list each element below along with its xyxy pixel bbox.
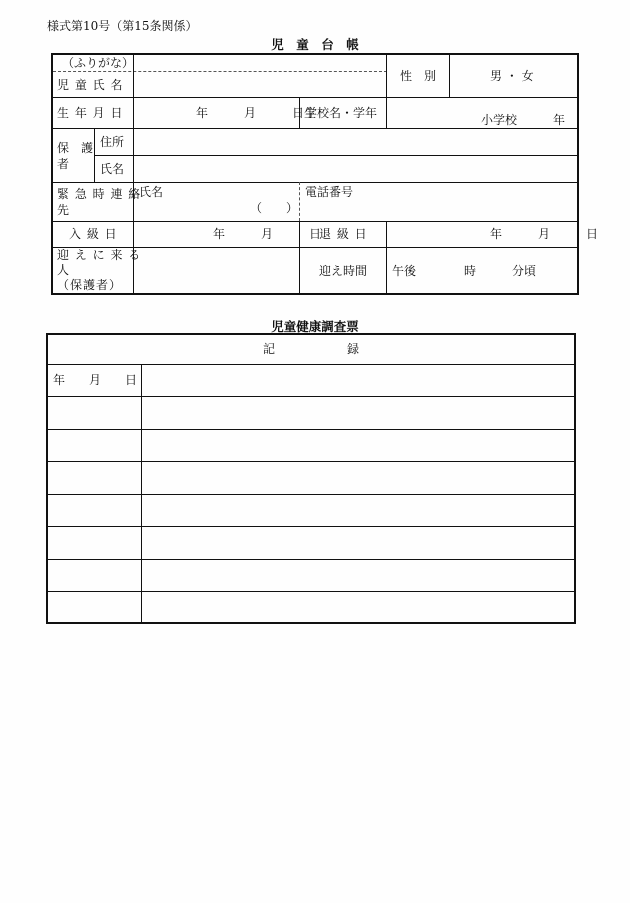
guardian-name-field[interactable] bbox=[133, 156, 577, 182]
health-row-record[interactable] bbox=[142, 462, 572, 494]
pickup-person-label: 迎 え に 来 る 人 （保護者） bbox=[57, 248, 142, 292]
health-row-record[interactable] bbox=[142, 527, 572, 559]
health-title: 児童健康調査票 bbox=[271, 319, 359, 334]
emergency-label: 緊 急 時 連 絡 先 bbox=[57, 187, 142, 217]
leave-date-field[interactable]: 年 月 日 bbox=[490, 227, 599, 241]
health-row-record[interactable] bbox=[142, 495, 572, 526]
sex-label: 性 別 bbox=[400, 69, 437, 83]
record-header: 記 録 bbox=[262, 342, 359, 356]
register-title: 児 童 台 帳 bbox=[271, 37, 359, 52]
pickup-time-label: 迎え時間 bbox=[319, 264, 368, 278]
school-label: 学校名・学年 bbox=[305, 106, 378, 120]
pickup-time-field[interactable]: 午後 時 分頃 bbox=[392, 264, 537, 278]
health-row-date[interactable] bbox=[48, 462, 140, 494]
birth-date-field[interactable]: 年 月 日生 bbox=[196, 106, 317, 120]
phone-label: 電話番号 bbox=[305, 185, 354, 199]
phone-field[interactable] bbox=[305, 201, 575, 219]
leave-date-label: 退 級 日 bbox=[319, 227, 368, 241]
health-row-date[interactable] bbox=[48, 430, 140, 461]
health-survey-table bbox=[46, 333, 576, 624]
furigana-label: （ふりがな） bbox=[62, 56, 135, 70]
health-row-date[interactable] bbox=[48, 397, 140, 429]
furigana-field[interactable] bbox=[133, 57, 386, 71]
health-row-date[interactable] bbox=[48, 560, 140, 591]
enroll-date-field[interactable]: 年 月 日 bbox=[213, 227, 322, 241]
child-name-label: 児 童 氏 名 bbox=[57, 78, 124, 92]
health-row-record[interactable] bbox=[142, 430, 572, 461]
school-field[interactable]: 小学校 年 bbox=[481, 113, 566, 127]
guardian-address-label: 住所 bbox=[100, 135, 125, 149]
emergency-relation-paren[interactable]: （ ） bbox=[250, 201, 299, 215]
date-header: 年 月 日 bbox=[53, 373, 138, 387]
health-row-date[interactable] bbox=[48, 592, 140, 622]
form-id: 様式第10号（第15条関係） bbox=[47, 19, 198, 33]
guardian-label: 保 護 者 bbox=[57, 141, 94, 171]
pickup-person-field[interactable] bbox=[133, 248, 299, 293]
enroll-date-label: 入 級 日 bbox=[69, 227, 118, 241]
guardian-name-label: 氏名 bbox=[100, 162, 125, 176]
health-row-record[interactable] bbox=[142, 592, 572, 622]
guardian-address-field[interactable] bbox=[133, 129, 577, 155]
emergency-name-label: 氏名 bbox=[139, 185, 164, 199]
sex-options[interactable]: 男 ・ 女 bbox=[490, 69, 534, 83]
health-row-record[interactable] bbox=[142, 560, 572, 591]
health-row-date[interactable] bbox=[48, 495, 140, 526]
child-name-field[interactable] bbox=[133, 73, 386, 97]
health-row-record[interactable] bbox=[142, 397, 572, 429]
health-row-date[interactable] bbox=[48, 527, 140, 559]
child-register-table bbox=[51, 53, 599, 295]
birth-date-label: 生 年 月 日 bbox=[57, 106, 124, 120]
